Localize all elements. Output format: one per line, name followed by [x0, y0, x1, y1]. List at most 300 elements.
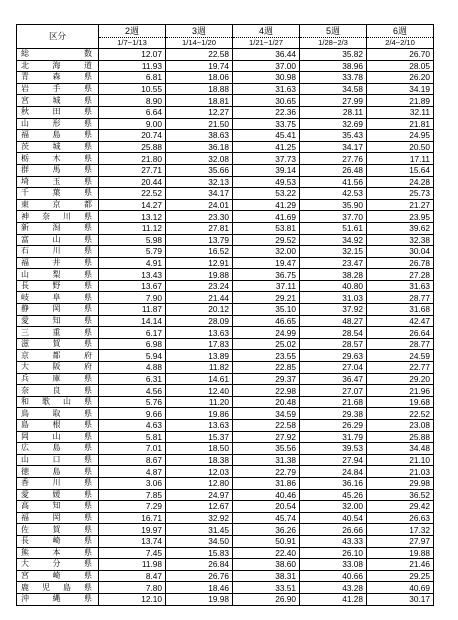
value-cell: 26.90 — [233, 593, 300, 605]
value-cell: 7.29 — [99, 501, 166, 513]
value-cell: 5.76 — [99, 396, 166, 408]
table-row — [17, 83, 434, 95]
value-cell: 27.94 — [300, 454, 367, 466]
value-cell: 32.08 — [166, 153, 233, 165]
value-cell: 41.56 — [300, 176, 367, 188]
value-cell: 21.80 — [99, 153, 166, 165]
value-cell: 30.17 — [367, 593, 434, 605]
value-cell: 43.28 — [300, 582, 367, 594]
value-cell: 18.88 — [166, 83, 233, 95]
value-cell: 35.90 — [300, 199, 367, 211]
region-name: 茨城県 — [17, 141, 99, 153]
value-cell: 19.74 — [166, 60, 233, 72]
region-name: 栃木県 — [17, 153, 99, 165]
value-cell: 26.66 — [300, 524, 367, 536]
value-cell: 26.20 — [367, 72, 434, 84]
value-cell: 34.17 — [300, 141, 367, 153]
value-cell: 18.38 — [166, 454, 233, 466]
table-row — [17, 420, 434, 432]
value-cell: 5.81 — [99, 431, 166, 443]
region-name: 福島県 — [17, 130, 99, 142]
value-cell: 4.88 — [99, 362, 166, 374]
region-name: 佐賀県 — [17, 524, 99, 536]
value-cell: 13.74 — [99, 535, 166, 547]
region-name: 岡山県 — [17, 431, 99, 443]
value-cell: 12.03 — [166, 466, 233, 478]
value-cell: 16.52 — [166, 246, 233, 258]
value-cell: 46.65 — [233, 315, 300, 327]
value-cell: 12.40 — [166, 385, 233, 397]
table-row — [17, 582, 434, 594]
value-cell: 36.44 — [233, 49, 300, 61]
region-name: 北海道 — [17, 60, 99, 72]
value-cell: 7.80 — [99, 582, 166, 594]
value-cell: 21.96 — [367, 385, 434, 397]
value-cell: 27.04 — [300, 362, 367, 374]
value-cell: 49.53 — [233, 176, 300, 188]
value-cell: 22.40 — [233, 547, 300, 559]
value-cell: 27.99 — [300, 95, 367, 107]
value-cell: 29.21 — [233, 292, 300, 304]
value-cell: 28.77 — [367, 292, 434, 304]
table-row — [17, 396, 434, 408]
value-cell: 32.15 — [300, 246, 367, 258]
value-cell: 22.36 — [233, 106, 300, 118]
value-cell: 38.31 — [233, 570, 300, 582]
value-cell: 31.45 — [166, 524, 233, 536]
value-cell: 26.64 — [367, 327, 434, 339]
value-cell: 21.89 — [367, 95, 434, 107]
value-cell: 35.82 — [300, 49, 367, 61]
value-cell: 40.80 — [300, 280, 367, 292]
value-cell: 36.52 — [367, 489, 434, 501]
value-cell: 40.46 — [233, 489, 300, 501]
value-cell: 32.13 — [166, 176, 233, 188]
value-cell: 37.92 — [300, 304, 367, 316]
value-cell: 4.87 — [99, 466, 166, 478]
week-header: 5週 — [300, 25, 367, 38]
date-range-header: 1/28~2/3 — [300, 38, 367, 49]
value-cell: 13.43 — [99, 269, 166, 281]
value-cell: 40.69 — [367, 582, 434, 594]
value-cell: 20.54 — [233, 501, 300, 513]
value-cell: 19.98 — [166, 593, 233, 605]
value-cell: 5.98 — [99, 234, 166, 246]
value-cell: 13.12 — [99, 211, 166, 223]
value-cell: 25.88 — [367, 431, 434, 443]
value-cell: 19.68 — [367, 396, 434, 408]
value-cell: 35.43 — [300, 130, 367, 142]
value-cell: 12.67 — [166, 501, 233, 513]
value-cell: 22.52 — [367, 408, 434, 420]
table-row — [17, 512, 434, 524]
region-name: 石川県 — [17, 246, 99, 258]
value-cell: 17.83 — [166, 338, 233, 350]
value-cell: 30.98 — [233, 72, 300, 84]
table-row — [17, 524, 434, 536]
table-row — [17, 118, 434, 130]
value-cell: 12.27 — [166, 106, 233, 118]
value-cell: 6.17 — [99, 327, 166, 339]
value-cell: 27.71 — [99, 164, 166, 176]
value-cell: 21.44 — [166, 292, 233, 304]
region-name: 福井県 — [17, 257, 99, 269]
region-name: 新潟県 — [17, 222, 99, 234]
value-cell: 21.68 — [300, 396, 367, 408]
value-cell: 38.60 — [233, 559, 300, 571]
week-header-row — [17, 25, 434, 38]
value-cell: 18.50 — [166, 443, 233, 455]
table-row — [17, 338, 434, 350]
value-cell: 28.54 — [300, 327, 367, 339]
value-cell: 27.97 — [367, 535, 434, 547]
value-cell: 37.70 — [300, 211, 367, 223]
region-name: 東京都 — [17, 199, 99, 211]
value-cell: 7.85 — [99, 489, 166, 501]
value-cell: 20.48 — [233, 396, 300, 408]
value-cell: 27.76 — [300, 153, 367, 165]
region-name: 熊本県 — [17, 547, 99, 559]
value-cell: 36.18 — [166, 141, 233, 153]
table-row — [17, 130, 434, 142]
table-row — [17, 570, 434, 582]
value-cell: 24.01 — [166, 199, 233, 211]
value-cell: 5.94 — [99, 350, 166, 362]
table-row — [17, 211, 434, 223]
value-cell: 34.92 — [300, 234, 367, 246]
value-cell: 36.26 — [233, 524, 300, 536]
value-cell: 45.26 — [300, 489, 367, 501]
region-name: 大阪府 — [17, 362, 99, 374]
value-cell: 30.65 — [233, 95, 300, 107]
region-name: 岩手県 — [17, 83, 99, 95]
table-row — [17, 350, 434, 362]
kubun-header: 区分 — [17, 25, 99, 49]
value-cell: 23.30 — [166, 211, 233, 223]
value-cell: 53.81 — [233, 222, 300, 234]
value-cell: 22.52 — [99, 188, 166, 200]
value-cell: 21.27 — [367, 199, 434, 211]
value-cell: 17.32 — [367, 524, 434, 536]
value-cell: 26.76 — [166, 570, 233, 582]
region-name: 島根県 — [17, 420, 99, 432]
value-cell: 26.10 — [300, 547, 367, 559]
value-cell: 34.17 — [166, 188, 233, 200]
value-cell: 53.22 — [233, 188, 300, 200]
table-row — [17, 106, 434, 118]
value-cell: 20.74 — [99, 130, 166, 142]
value-cell: 31.86 — [233, 477, 300, 489]
table-row — [17, 269, 434, 281]
value-cell: 12.10 — [99, 593, 166, 605]
value-cell: 21.10 — [367, 454, 434, 466]
value-cell: 16.71 — [99, 512, 166, 524]
value-cell: 36.75 — [233, 269, 300, 281]
value-cell: 32.00 — [300, 501, 367, 513]
value-cell: 35.10 — [233, 304, 300, 316]
value-cell: 38.96 — [300, 60, 367, 72]
table-row — [17, 199, 434, 211]
table-row — [17, 164, 434, 176]
value-cell: 33.78 — [300, 72, 367, 84]
value-cell: 4.56 — [99, 385, 166, 397]
table-body — [17, 49, 434, 606]
value-cell: 14.27 — [99, 199, 166, 211]
value-cell: 51.61 — [300, 222, 367, 234]
value-cell: 18.06 — [166, 72, 233, 84]
value-cell: 13.67 — [99, 280, 166, 292]
region-name: 滋賀県 — [17, 338, 99, 350]
region-name: 静岡県 — [17, 304, 99, 316]
table-row — [17, 72, 434, 84]
value-cell: 19.97 — [99, 524, 166, 536]
value-cell: 18.81 — [166, 95, 233, 107]
value-cell: 38.63 — [166, 130, 233, 142]
value-cell: 24.84 — [300, 466, 367, 478]
value-cell: 50.91 — [233, 535, 300, 547]
value-cell: 26.84 — [166, 559, 233, 571]
value-cell: 26.78 — [367, 257, 434, 269]
region-name: 奈良県 — [17, 385, 99, 397]
value-cell: 26.63 — [367, 512, 434, 524]
value-cell: 8.90 — [99, 95, 166, 107]
region-name: 宮崎県 — [17, 570, 99, 582]
value-cell: 31.63 — [367, 280, 434, 292]
table-row — [17, 234, 434, 246]
value-cell: 32.00 — [233, 246, 300, 258]
value-cell: 11.98 — [99, 559, 166, 571]
value-cell: 12.07 — [99, 49, 166, 61]
value-cell: 21.03 — [367, 466, 434, 478]
value-cell: 12.80 — [166, 477, 233, 489]
region-name: 鹿児島県 — [17, 582, 99, 594]
value-cell: 32.92 — [166, 512, 233, 524]
value-cell: 23.95 — [367, 211, 434, 223]
table-row — [17, 408, 434, 420]
value-cell: 31.38 — [233, 454, 300, 466]
value-cell: 25.73 — [367, 188, 434, 200]
table-row — [17, 246, 434, 258]
value-cell: 29.20 — [367, 373, 434, 385]
region-name: 福岡県 — [17, 512, 99, 524]
region-name: 兵庫県 — [17, 373, 99, 385]
value-cell: 40.66 — [300, 570, 367, 582]
region-name: 香川県 — [17, 477, 99, 489]
value-cell: 7.01 — [99, 443, 166, 455]
value-cell: 4.91 — [99, 257, 166, 269]
region-name: 沖縄県 — [17, 593, 99, 605]
value-cell: 39.53 — [300, 443, 367, 455]
value-cell: 17.11 — [367, 153, 434, 165]
value-cell: 39.62 — [367, 222, 434, 234]
value-cell: 7.90 — [99, 292, 166, 304]
table-row — [17, 559, 434, 571]
value-cell: 39.14 — [233, 164, 300, 176]
value-cell: 28.11 — [300, 106, 367, 118]
value-cell: 11.20 — [166, 396, 233, 408]
value-cell: 42.53 — [300, 188, 367, 200]
value-cell: 11.87 — [99, 304, 166, 316]
week-header: 6週 — [367, 25, 434, 38]
region-name: 富山県 — [17, 234, 99, 246]
value-cell: 21.81 — [367, 118, 434, 130]
region-name: 徳島県 — [17, 466, 99, 478]
value-cell: 31.79 — [300, 431, 367, 443]
value-cell: 6.81 — [99, 72, 166, 84]
region-name: 高知県 — [17, 501, 99, 513]
table-row — [17, 176, 434, 188]
value-cell: 22.79 — [233, 466, 300, 478]
value-cell: 43.33 — [300, 535, 367, 547]
value-cell: 24.99 — [233, 327, 300, 339]
value-cell: 8.67 — [99, 454, 166, 466]
week-header: 2週 — [99, 25, 166, 38]
value-cell: 27.07 — [300, 385, 367, 397]
value-cell: 29.38 — [300, 408, 367, 420]
value-cell: 34.59 — [233, 408, 300, 420]
value-cell: 25.02 — [233, 338, 300, 350]
region-name: 山梨県 — [17, 269, 99, 281]
value-cell: 45.74 — [233, 512, 300, 524]
value-cell: 4.63 — [99, 420, 166, 432]
value-cell: 21.46 — [367, 559, 434, 571]
table-row — [17, 153, 434, 165]
week-header: 4週 — [233, 25, 300, 38]
value-cell: 27.81 — [166, 222, 233, 234]
region-name: 山口県 — [17, 454, 99, 466]
value-cell: 31.68 — [367, 304, 434, 316]
region-name: 和歌山県 — [17, 396, 99, 408]
value-cell: 13.79 — [166, 234, 233, 246]
region-name: 総数 — [17, 49, 99, 61]
value-cell: 23.24 — [166, 280, 233, 292]
region-name: 山形県 — [17, 118, 99, 130]
week-header: 3週 — [166, 25, 233, 38]
value-cell: 32.69 — [300, 118, 367, 130]
value-cell: 24.97 — [166, 489, 233, 501]
value-cell: 19.88 — [166, 269, 233, 281]
value-cell: 34.48 — [367, 443, 434, 455]
value-cell: 23.47 — [300, 257, 367, 269]
value-cell: 15.83 — [166, 547, 233, 559]
table-row — [17, 501, 434, 513]
value-cell: 22.58 — [166, 49, 233, 61]
value-cell: 25.88 — [99, 141, 166, 153]
region-name: 鳥取県 — [17, 408, 99, 420]
value-cell: 28.77 — [367, 338, 434, 350]
table-row — [17, 431, 434, 443]
data-table — [16, 24, 434, 606]
value-cell: 29.42 — [367, 501, 434, 513]
value-cell: 32.11 — [367, 106, 434, 118]
table-row — [17, 362, 434, 374]
value-cell: 41.29 — [233, 199, 300, 211]
date-range-header: 1/7~1/13 — [99, 38, 166, 49]
value-cell: 48.27 — [300, 315, 367, 327]
value-cell: 37.11 — [233, 280, 300, 292]
value-cell: 24.28 — [367, 176, 434, 188]
value-cell: 26.70 — [367, 49, 434, 61]
table-row — [17, 535, 434, 547]
table-row — [17, 280, 434, 292]
region-name: 京都府 — [17, 350, 99, 362]
value-cell: 29.98 — [367, 477, 434, 489]
region-name: 長崎県 — [17, 535, 99, 547]
table-row — [17, 257, 434, 269]
value-cell: 45.41 — [233, 130, 300, 142]
region-name: 愛媛県 — [17, 489, 99, 501]
value-cell: 41.25 — [233, 141, 300, 153]
table-row — [17, 547, 434, 559]
value-cell: 14.61 — [166, 373, 233, 385]
value-cell: 41.69 — [233, 211, 300, 223]
value-cell: 5.79 — [99, 246, 166, 258]
value-cell: 19.86 — [166, 408, 233, 420]
table-row — [17, 385, 434, 397]
value-cell: 27.28 — [367, 269, 434, 281]
value-cell: 22.98 — [233, 385, 300, 397]
value-cell: 9.66 — [99, 408, 166, 420]
value-cell: 23.55 — [233, 350, 300, 362]
value-cell: 13.63 — [166, 420, 233, 432]
value-cell: 20.12 — [166, 304, 233, 316]
value-cell: 26.48 — [300, 164, 367, 176]
region-name: 群馬県 — [17, 164, 99, 176]
value-cell: 24.59 — [367, 350, 434, 362]
table-row — [17, 60, 434, 72]
table-row — [17, 327, 434, 339]
value-cell: 35.66 — [166, 164, 233, 176]
region-name: 三重県 — [17, 327, 99, 339]
table-row — [17, 304, 434, 316]
value-cell: 27.92 — [233, 431, 300, 443]
region-name: 秋田県 — [17, 106, 99, 118]
value-cell: 31.03 — [300, 292, 367, 304]
value-cell: 13.89 — [166, 350, 233, 362]
value-cell: 19.47 — [233, 257, 300, 269]
table-row — [17, 95, 434, 107]
value-cell: 18.46 — [166, 582, 233, 594]
value-cell: 13.63 — [166, 327, 233, 339]
value-cell: 20.50 — [367, 141, 434, 153]
table-row — [17, 477, 434, 489]
value-cell: 22.77 — [367, 362, 434, 374]
value-cell: 35.56 — [233, 443, 300, 455]
value-cell: 23.08 — [367, 420, 434, 432]
date-range-header: 2/4~2/10 — [367, 38, 434, 49]
value-cell: 28.05 — [367, 60, 434, 72]
total-row — [17, 49, 434, 61]
value-cell: 36.47 — [300, 373, 367, 385]
value-cell: 9.00 — [99, 118, 166, 130]
table-row — [17, 141, 434, 153]
value-cell: 37.00 — [233, 60, 300, 72]
region-name: 岐阜県 — [17, 292, 99, 304]
value-cell: 34.19 — [367, 83, 434, 95]
value-cell: 31.63 — [233, 83, 300, 95]
value-cell: 11.82 — [166, 362, 233, 374]
value-cell: 34.58 — [300, 83, 367, 95]
table-row — [17, 188, 434, 200]
region-name: 宮城県 — [17, 95, 99, 107]
value-cell: 29.63 — [300, 350, 367, 362]
value-cell: 19.88 — [367, 547, 434, 559]
value-cell: 29.52 — [233, 234, 300, 246]
value-cell: 41.28 — [300, 593, 367, 605]
value-cell: 22.85 — [233, 362, 300, 374]
value-cell: 6.64 — [99, 106, 166, 118]
value-cell: 7.45 — [99, 547, 166, 559]
